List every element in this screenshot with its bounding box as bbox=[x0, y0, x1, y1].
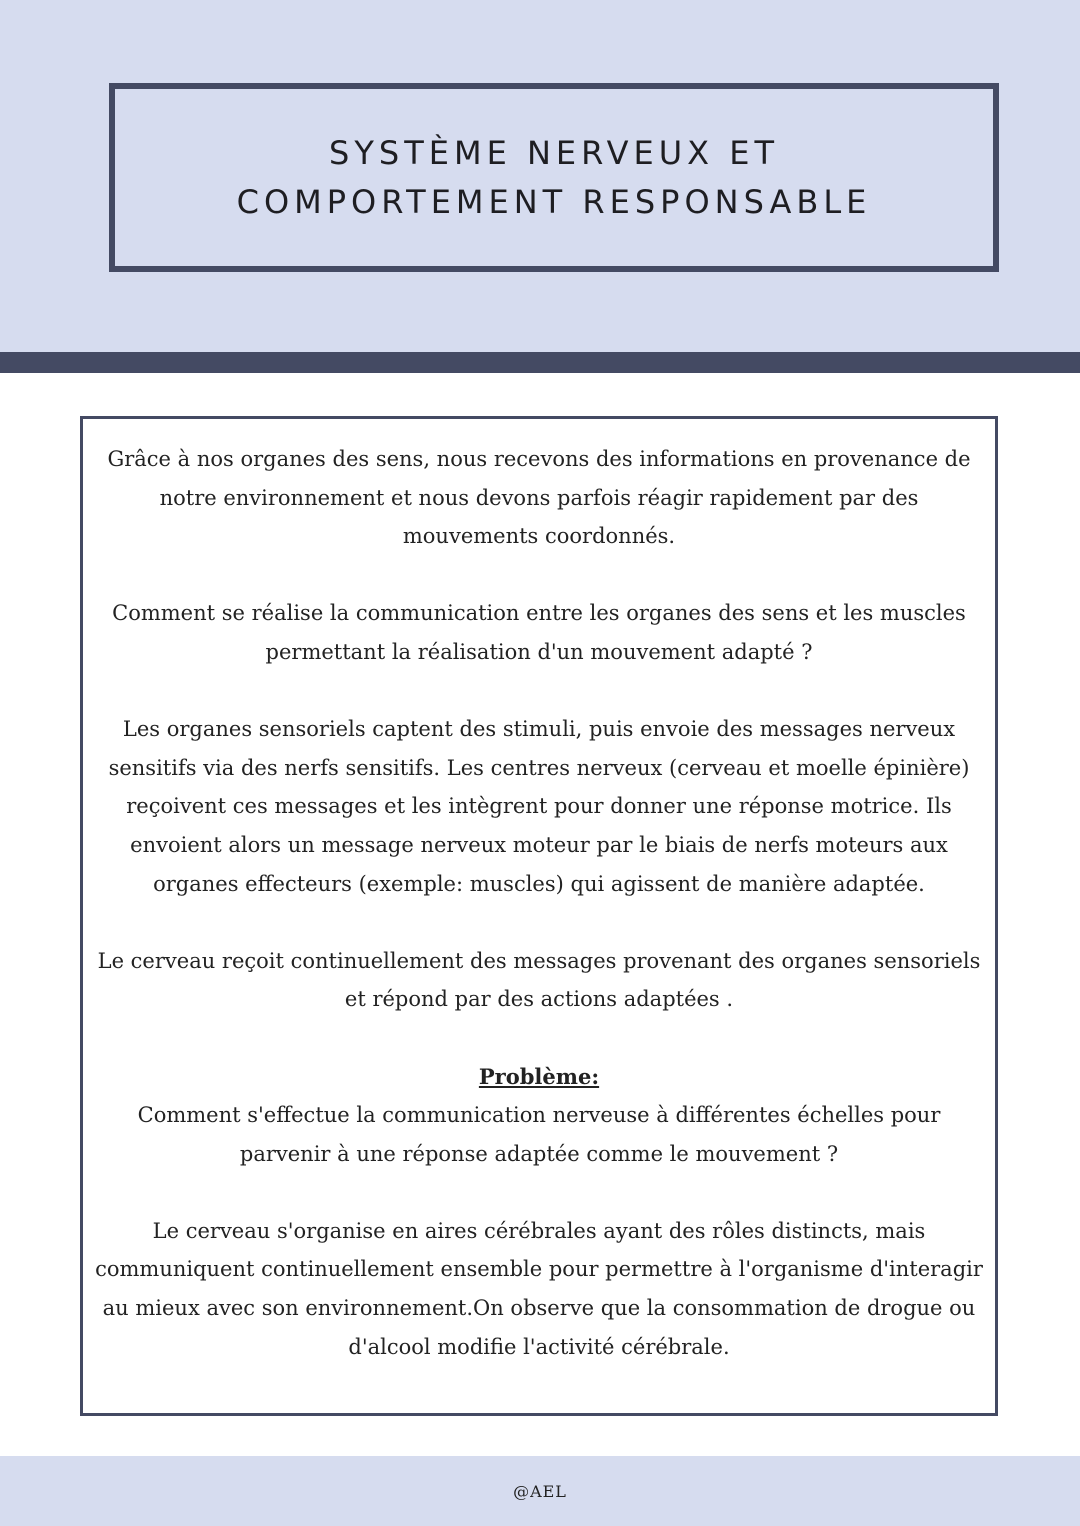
footer-credit: @AEL bbox=[513, 1481, 567, 1501]
header-divider-bar bbox=[0, 352, 1080, 373]
intro-paragraph: Grâce à nos organes des sens, nous recevons des informations en provenance de notre environnement et nous devons parfois réagir rapidement par des mouvements coordonnés. bbox=[107, 447, 971, 549]
content-body bbox=[83, 419, 995, 1366]
header-band bbox=[0, 0, 1080, 352]
title-box bbox=[109, 83, 999, 272]
conclusion-paragraph: Le cerveau s'organise en aires cérébrales ayant des rôles distincts, mais communiquent continuellement ensemble pour permettre à l'organisme d'interagir au mieux avec son environnement.On observe que la consommation de drogue ou d'alcool modifie l'activité cérébrale. bbox=[95, 1218, 983, 1359]
page-title-line-1: SYSTÈME NERVEUX ET bbox=[329, 133, 779, 172]
explanation-paragraph: Les organes sensoriels captent des stimuli, puis envoie des messages nerveux sensitifs via des nerfs sensitifs. Les centres nerveux (cerveau et moelle épinière) reçoivent ces messages et les intègrent pour donner une réponse motrice. Ils envoient alors un message nerveux moteur par le biais de nerfs moteurs aux organes effecteurs (exemple: muscles) qui agissent de manière adaptée. bbox=[108, 717, 970, 896]
question-paragraph: Comment se réalise la communication entre les organes des sens et les muscles permettant la réalisation d'un mouvement adapté ? bbox=[112, 601, 966, 664]
footer-band bbox=[0, 1456, 1080, 1526]
page-title-line-2: COMPORTEMENT RESPONSABLE bbox=[236, 182, 872, 221]
brain-paragraph: Le cerveau reçoit continuellement des messages provenant des organes sensoriels et répond par des actions adaptées . bbox=[97, 948, 981, 1012]
problem-label: Problème: bbox=[478, 1063, 600, 1089]
problem-question: Comment s'effectue la communication nerveuse à différentes échelles pour parvenir à une réponse adaptée comme le mouvement ? bbox=[137, 1103, 941, 1166]
content-box bbox=[80, 416, 998, 1416]
problem-block bbox=[93, 1058, 985, 1174]
